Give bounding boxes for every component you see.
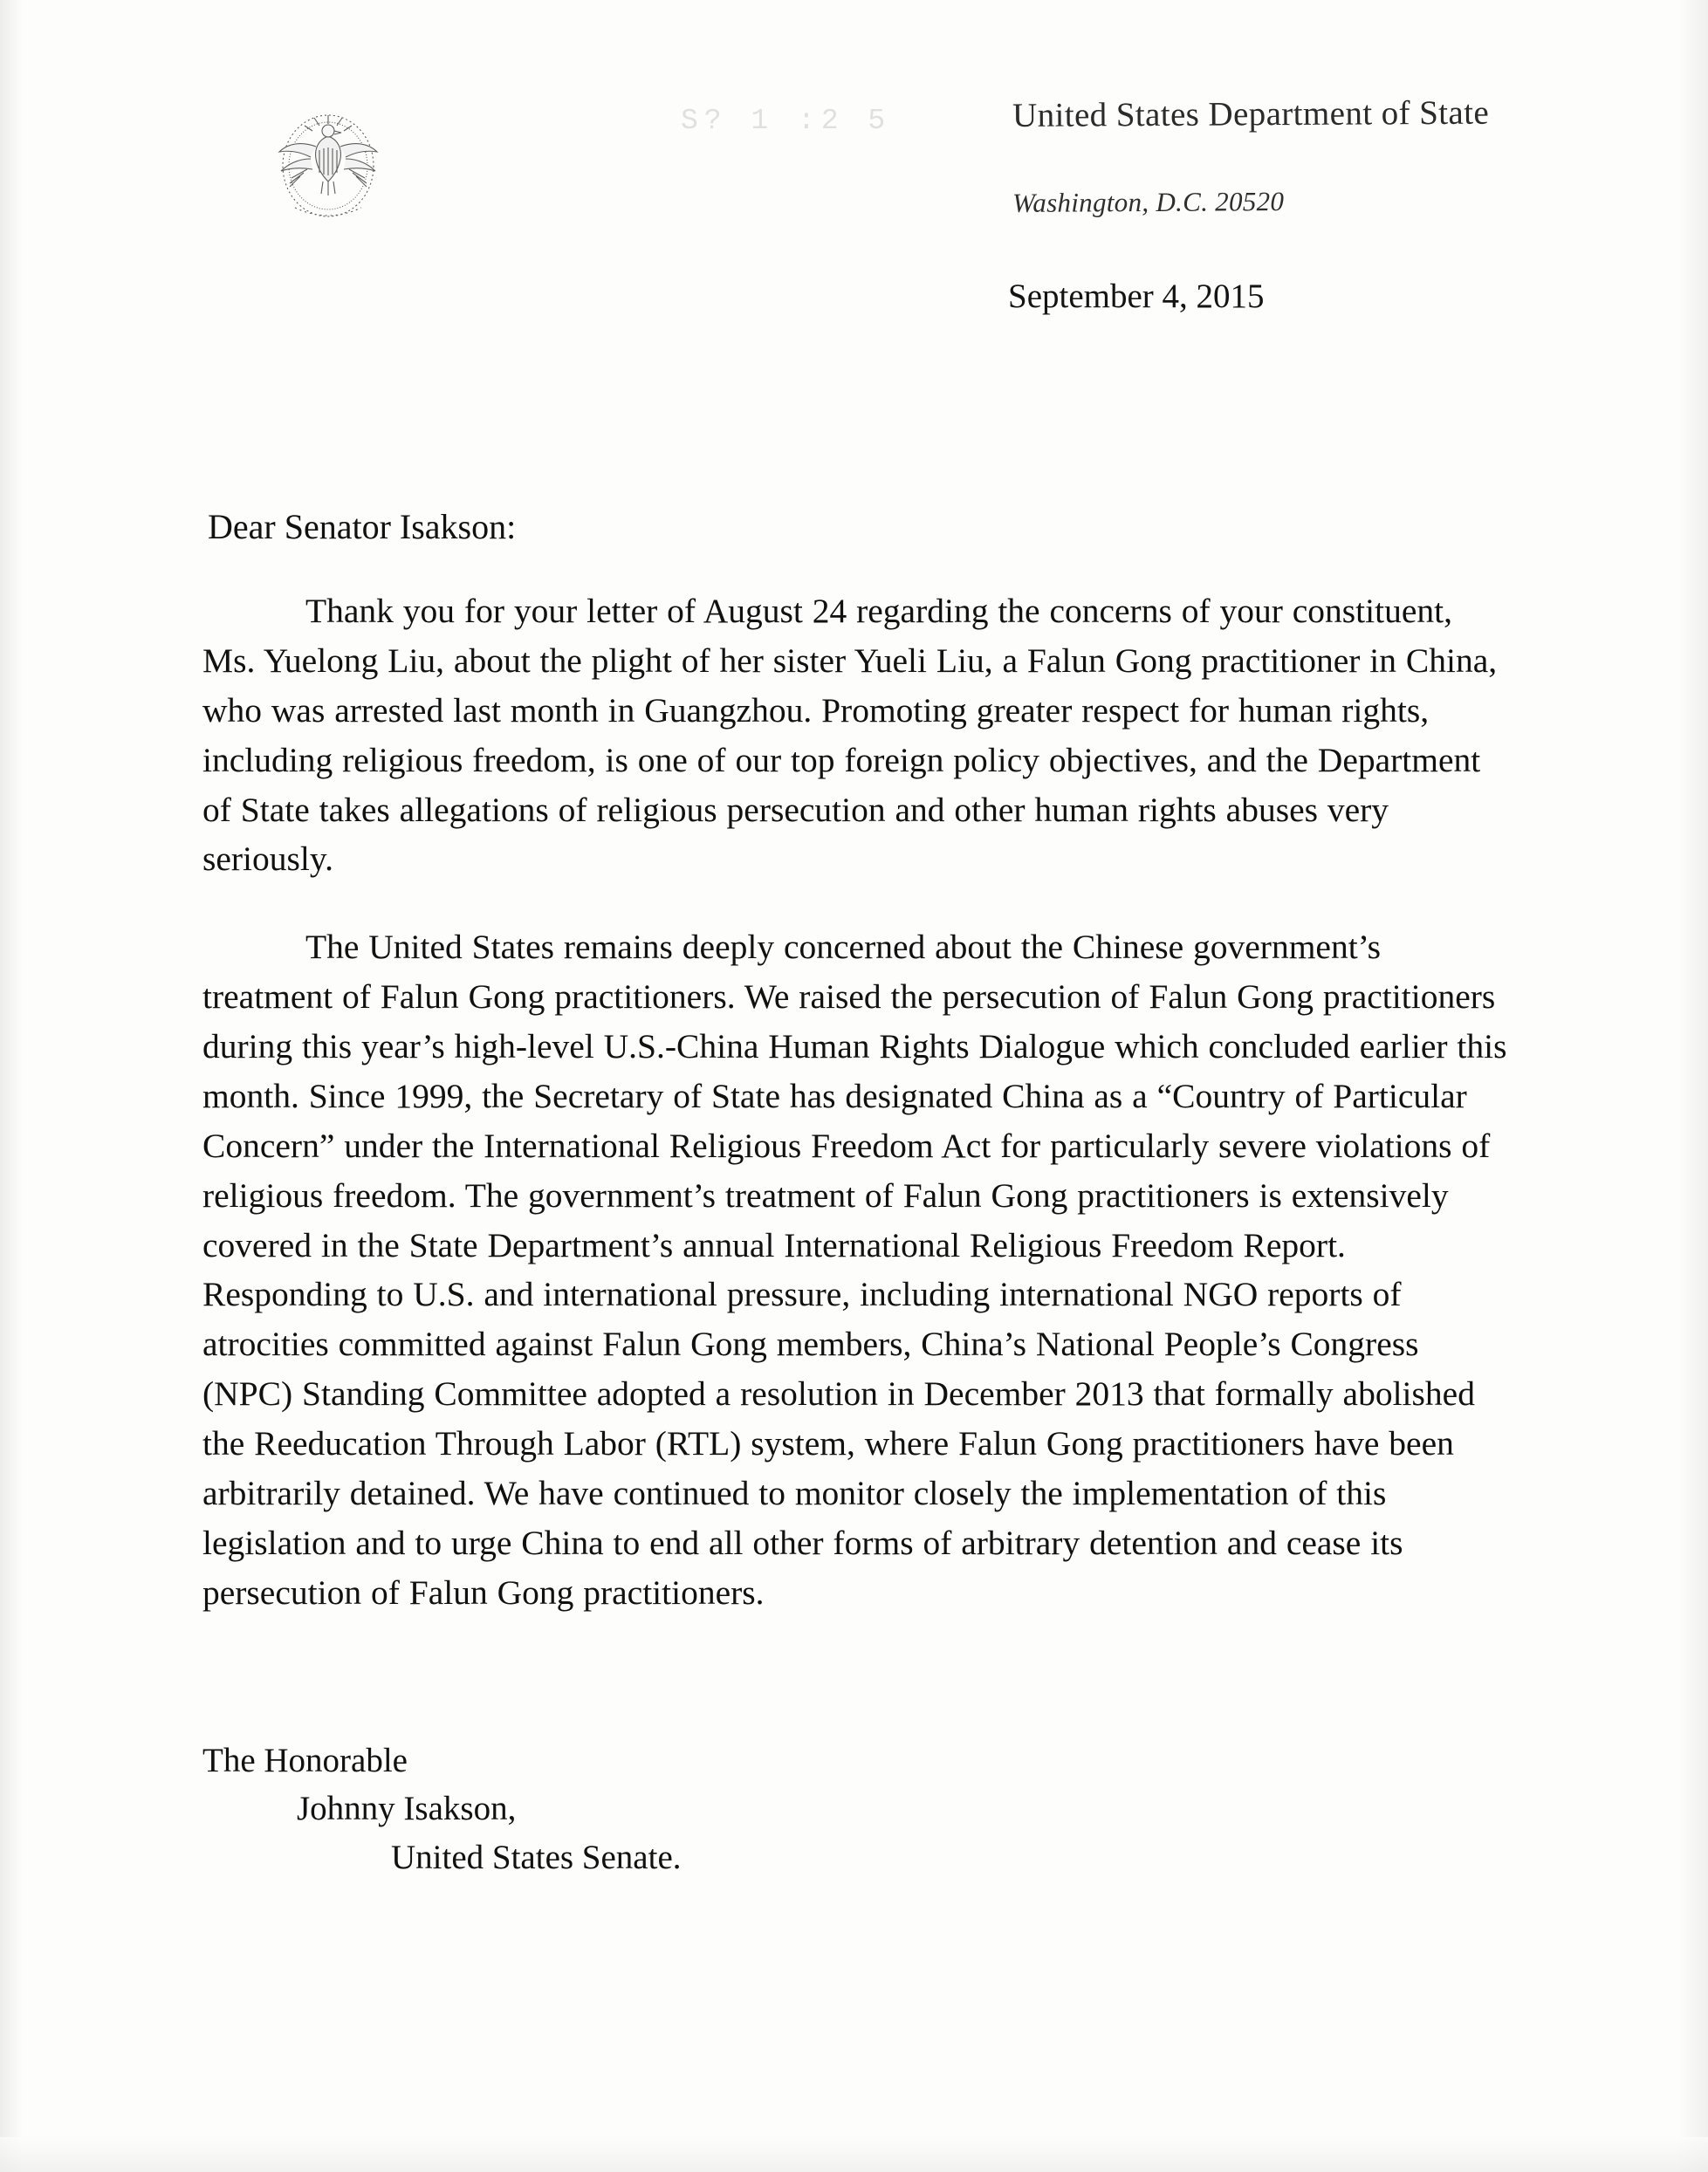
received-stamp: S? 1 :2 5 xyxy=(681,105,892,137)
great-seal-icon xyxy=(250,86,407,251)
paragraph-2: The United States remains deeply concerned about the Chinese government’s treatment of Falun Gong practitioners. We raised the persecution of Falun Gong practitioners during this year’s high-level U.S.-China Human Rights Dialogue which concluded earlier this month. Since 1999, the Secretary of State has designated China as a “Country of Particular Concern” under the International Religious Freedom Act for particularly severe violations of religious freedom. The government’s treatment of Falun Gong practitioners is extensively covered in the State Department’s annual International Religious Freedom Report. Responding to U.S. and international pressure, including international NGO reports of atrocities committed against Falun Gong members, China’s National People’s Congress (NPC) Standing Committee adopted a resolution in December 2013 that formally abolished the Reeducation Through Labor (RTL) system, where Falun Gong practitioners have been arbitrarily detained. We have continued to monitor closely the implementation of this legislation and to urge China to end all other forms of arbitrary detention and cease its persecution of Falun Gong practitioners. xyxy=(202,928,1507,1612)
addressee-line-1: The Honorable xyxy=(202,1742,408,1779)
addressee-block xyxy=(202,1737,682,1881)
addressee-line-2: Johnny Isakson, xyxy=(297,1790,517,1828)
paragraph-1: Thank you for your letter of August 24 regarding the concerns of your constituent, Ms. Yuelong Liu, about the plight of her sister Yueli Liu, a Falun Gong practitioner in China, who was arrested last month in Guangzhou. Promoting greater respect for human rights, including religious freedom, is one of our top foreign policy objectives, and the Department of State takes allegations of religious persecution and other human rights abuses very seriously. xyxy=(202,592,1498,879)
salutation: Dear Senator Isakson: xyxy=(208,507,517,546)
scan-edge-left xyxy=(0,0,23,2172)
scan-edge-bottom xyxy=(0,2137,1708,2172)
letterhead xyxy=(1012,94,1571,217)
addressee-line-3: United States Senate. xyxy=(391,1838,682,1876)
scan-edge-right xyxy=(1678,0,1708,2172)
department-name: United States Department of State xyxy=(1012,93,1490,134)
letter-body xyxy=(202,586,1512,1656)
letter-date: September 4, 2015 xyxy=(1008,277,1265,315)
department-address: Washington, D.C. 20520 xyxy=(1012,186,1285,218)
